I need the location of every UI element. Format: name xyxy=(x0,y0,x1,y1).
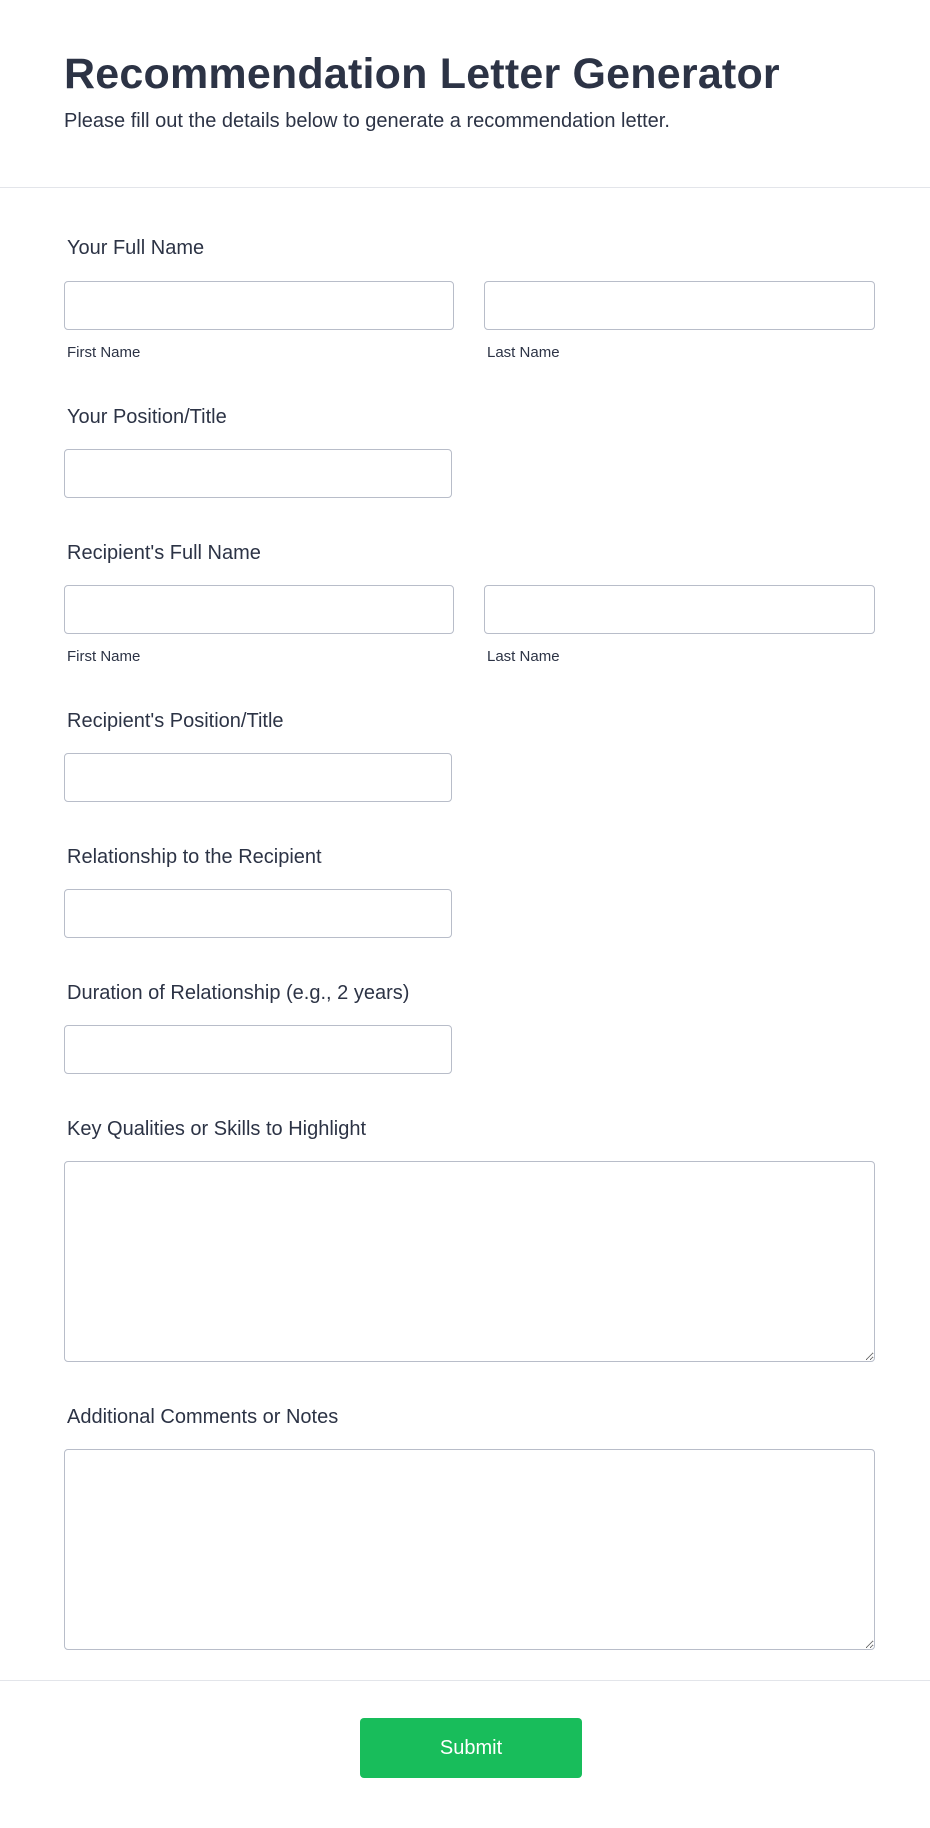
recipient-last-name-input[interactable] xyxy=(484,585,875,634)
footer-divider xyxy=(0,1680,930,1681)
recipient-last-name-sublabel: Last Name xyxy=(487,648,560,665)
recipient-full-name-label: Recipient's Full Name xyxy=(67,542,261,564)
your-full-name-label: Your Full Name xyxy=(67,237,205,259)
form-title: Recommendation Letter Generator xyxy=(64,50,780,98)
your-position-label: Your Position/Title xyxy=(67,406,227,428)
your-first-name-sublabel: First Name xyxy=(67,344,141,361)
recipient-position-label: Recipient's Position/Title xyxy=(67,710,284,732)
your-last-name-sublabel: Last Name xyxy=(487,344,560,361)
submit-button[interactable]: Submit xyxy=(360,1718,582,1778)
your-position-input[interactable] xyxy=(64,449,452,498)
duration-label: Duration of Relationship (e.g., 2 years) xyxy=(67,982,410,1004)
recipient-position-input[interactable] xyxy=(64,753,452,802)
recipient-first-name-sublabel: First Name xyxy=(67,648,141,665)
your-first-name-input[interactable] xyxy=(64,281,454,330)
recipient-first-name-input[interactable] xyxy=(64,585,454,634)
key-qualities-textarea[interactable] xyxy=(64,1161,875,1362)
form-header xyxy=(0,0,930,188)
duration-input[interactable] xyxy=(64,1025,452,1074)
additional-comments-textarea[interactable] xyxy=(64,1449,875,1650)
your-last-name-input[interactable] xyxy=(484,281,875,330)
relationship-label: Relationship to the Recipient xyxy=(67,846,322,868)
form-subtitle: Please fill out the details below to generate a recommendation letter. xyxy=(64,110,670,132)
key-qualities-label: Key Qualities or Skills to Highlight xyxy=(67,1118,367,1140)
additional-comments-label: Additional Comments or Notes xyxy=(67,1406,339,1428)
relationship-input[interactable] xyxy=(64,889,452,938)
